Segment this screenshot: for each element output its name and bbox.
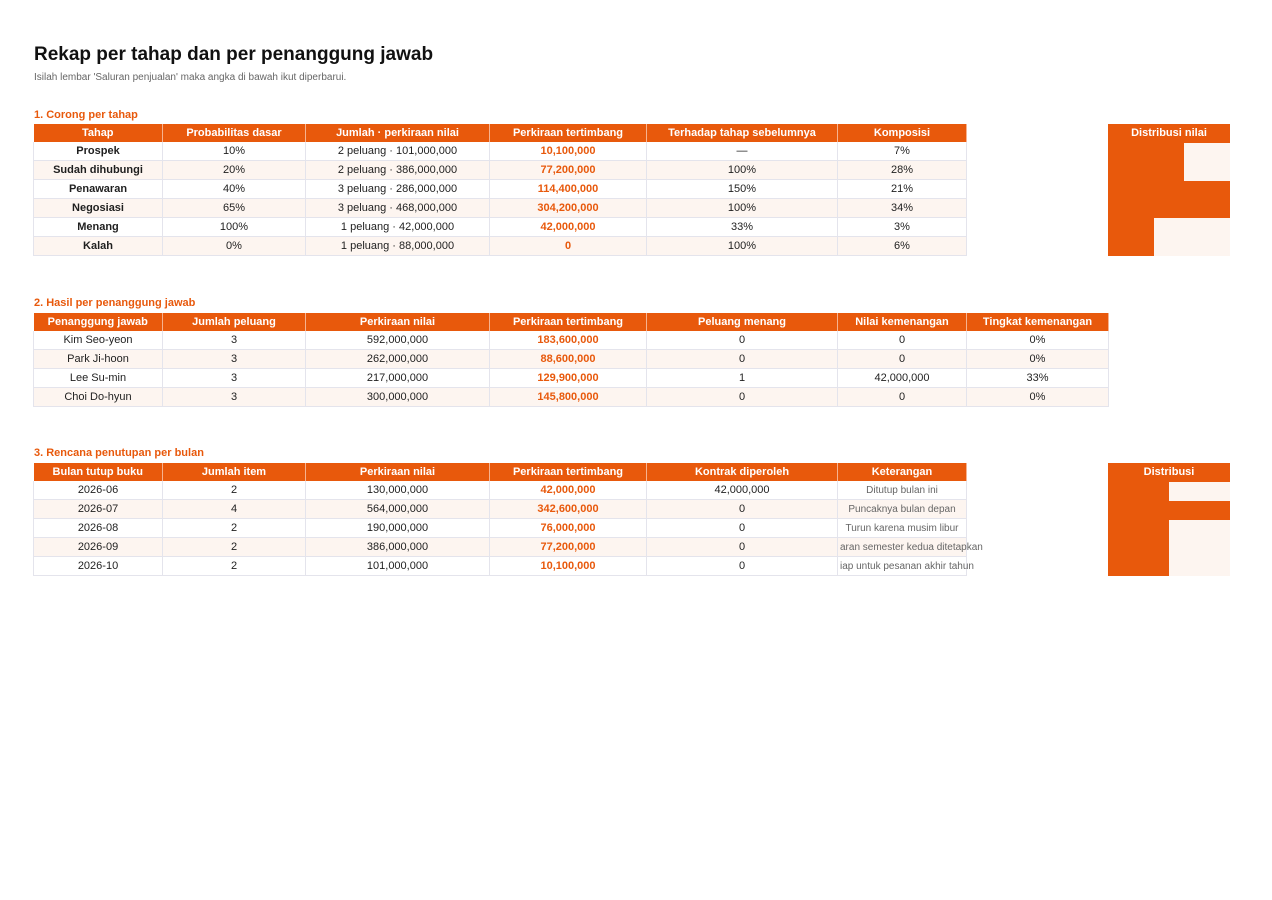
page-title: Rekap per tahap dan per penanggung jawab: [34, 44, 434, 65]
weighted-cell: 114,400,000: [490, 180, 647, 199]
dist-bar: [1108, 237, 1154, 256]
col-header: Tingkat kemenangan: [967, 313, 1109, 331]
stage-cell: Kalah: [34, 237, 163, 256]
weighted-cell: 42,000,000: [490, 481, 647, 500]
col-header: Nilai kemenangan: [838, 313, 967, 331]
count-cell: 4: [163, 500, 306, 519]
composition-cell: 21%: [838, 180, 967, 199]
count-cell: 2: [163, 519, 306, 538]
table-row: [34, 331, 1109, 350]
dist-bar: [1108, 557, 1169, 576]
weighted-cell: 145,800,000: [490, 388, 647, 407]
weighted-cell: 76,000,000: [490, 519, 647, 538]
weighted-cell: 129,900,000: [490, 369, 647, 388]
col-header: Peluang menang: [647, 313, 838, 331]
section-owner-title: 2. Hasil per penanggung jawab: [34, 297, 196, 309]
owner-table: [33, 313, 1109, 407]
won-value-cell: 0: [838, 388, 967, 407]
col-header: Probabilitas dasar: [163, 124, 306, 142]
table-row: [34, 142, 967, 161]
contract-cell: 0: [647, 500, 838, 519]
dist-bar: [1108, 143, 1184, 162]
table-row: [34, 180, 967, 199]
note-cell: iap untuk pesanan akhir tahun: [838, 557, 967, 576]
won-value-cell: 0: [838, 331, 967, 350]
table-row: [34, 388, 1109, 407]
dist-bar: [1108, 538, 1169, 557]
weighted-cell: 77,200,000: [490, 538, 647, 557]
count-value-cell: 2 peluang · 101,000,000: [306, 142, 490, 161]
composition-cell: 34%: [838, 199, 967, 218]
stage-cell: Negosiasi: [34, 199, 163, 218]
month-cell: 2026-06: [34, 481, 163, 500]
dist-row: [1108, 557, 1230, 576]
dist-row: [1108, 162, 1230, 181]
col-header: Perkiraan nilai: [306, 313, 490, 331]
col-header: Keterangan: [838, 463, 967, 481]
month-cell: 2026-08: [34, 519, 163, 538]
table-row: [34, 538, 967, 557]
weighted-cell: 342,600,000: [490, 500, 647, 519]
table-row: [34, 350, 1109, 369]
dist-bar: [1108, 520, 1169, 539]
dist-row: [1108, 501, 1230, 520]
dist-header: Distribusi nilai: [1108, 124, 1230, 143]
count-cell: 2: [163, 557, 306, 576]
vs-prev-cell: 150%: [647, 180, 838, 199]
weighted-cell: 0: [490, 237, 647, 256]
stage-cell: Sudah dihubungi: [34, 161, 163, 180]
funnel-table: [33, 124, 967, 256]
weighted-cell: 183,600,000: [490, 331, 647, 350]
section-monthly-title: 3. Rencana penutupan per bulan: [34, 447, 204, 459]
page-subtitle: Isilah lembar 'Saluran penjualan' maka angka di bawah ikut diperbarui.: [34, 72, 347, 83]
stage-cell: Penawaran: [34, 180, 163, 199]
vs-prev-cell: 100%: [647, 199, 838, 218]
contract-cell: 0: [647, 557, 838, 576]
month-cell: 2026-10: [34, 557, 163, 576]
dist-bar: [1108, 162, 1184, 181]
dist-row: [1108, 520, 1230, 539]
col-header: Perkiraan tertimbang: [490, 463, 647, 481]
dist-bar: [1108, 199, 1230, 218]
won-cell: 0: [647, 350, 838, 369]
col-header: Perkiraan nilai: [306, 463, 490, 481]
vs-prev-cell: 33%: [647, 218, 838, 237]
col-header: Tahap: [34, 124, 163, 142]
dist-row: [1108, 538, 1230, 557]
count-cell: 3: [163, 331, 306, 350]
value-cell: 564,000,000: [306, 500, 490, 519]
stage-cell: Prospek: [34, 142, 163, 161]
col-header: Bulan tutup buku: [34, 463, 163, 481]
won-cell: 1: [647, 369, 838, 388]
month-distribution: [1108, 463, 1230, 576]
owner-cell: Choi Do-hyun: [34, 388, 163, 407]
value-cell: 300,000,000: [306, 388, 490, 407]
table-row: [34, 199, 967, 218]
table-row: [34, 237, 967, 256]
col-header: Jumlah · perkiraan nilai: [306, 124, 490, 142]
section-funnel-title: 1. Corong per tahap: [34, 109, 138, 121]
weighted-cell: 10,100,000: [490, 142, 647, 161]
count-cell: 3: [163, 388, 306, 407]
value-distribution: [1108, 124, 1230, 256]
dist-header: Distribusi: [1108, 463, 1230, 482]
dist-row: [1108, 218, 1230, 237]
contract-cell: 0: [647, 519, 838, 538]
count-cell: 2: [163, 481, 306, 500]
owner-cell: Kim Seo-yeon: [34, 331, 163, 350]
weighted-cell: 304,200,000: [490, 199, 647, 218]
table-row: [34, 557, 967, 576]
win-rate-cell: 33%: [967, 369, 1109, 388]
won-value-cell: 0: [838, 350, 967, 369]
count-value-cell: 2 peluang · 386,000,000: [306, 161, 490, 180]
col-header: Jumlah peluang: [163, 313, 306, 331]
count-value-cell: 1 peluang · 42,000,000: [306, 218, 490, 237]
note-cell: aran semester kedua ditetapkan: [838, 538, 967, 557]
dist-row: [1108, 482, 1230, 501]
value-cell: 386,000,000: [306, 538, 490, 557]
col-header: Penanggung jawab: [34, 313, 163, 331]
count-cell: 3: [163, 350, 306, 369]
value-cell: 217,000,000: [306, 369, 490, 388]
note-cell: Puncaknya bulan depan: [838, 500, 967, 519]
weighted-cell: 77,200,000: [490, 161, 647, 180]
won-value-cell: 42,000,000: [838, 369, 967, 388]
table-row: [34, 500, 967, 519]
probability-cell: 0%: [163, 237, 306, 256]
table-row: [34, 161, 967, 180]
owner-cell: Park Ji-hoon: [34, 350, 163, 369]
note-cell: Ditutup bulan ini: [838, 481, 967, 500]
count-value-cell: 1 peluang · 88,000,000: [306, 237, 490, 256]
probability-cell: 65%: [163, 199, 306, 218]
composition-cell: 3%: [838, 218, 967, 237]
col-header: Terhadap tahap sebelumnya: [647, 124, 838, 142]
won-cell: 0: [647, 331, 838, 350]
table-row: [34, 519, 967, 538]
col-header: Jumlah item: [163, 463, 306, 481]
dist-row: [1108, 237, 1230, 256]
win-rate-cell: 0%: [967, 388, 1109, 407]
weighted-cell: 10,100,000: [490, 557, 647, 576]
probability-cell: 100%: [163, 218, 306, 237]
col-header: Komposisi: [838, 124, 967, 142]
weighted-cell: 42,000,000: [490, 218, 647, 237]
value-cell: 592,000,000: [306, 331, 490, 350]
owner-cell: Lee Su-min: [34, 369, 163, 388]
month-cell: 2026-07: [34, 500, 163, 519]
win-rate-cell: 0%: [967, 331, 1109, 350]
dist-row: [1108, 199, 1230, 218]
composition-cell: 7%: [838, 142, 967, 161]
win-rate-cell: 0%: [967, 350, 1109, 369]
dist-bar: [1108, 482, 1169, 501]
table-row: [34, 481, 967, 500]
contract-cell: 42,000,000: [647, 481, 838, 500]
dist-bar: [1108, 218, 1154, 237]
count-value-cell: 3 peluang · 286,000,000: [306, 180, 490, 199]
dist-row: [1108, 181, 1230, 200]
stage-cell: Menang: [34, 218, 163, 237]
month-cell: 2026-09: [34, 538, 163, 557]
table-row: [34, 218, 967, 237]
won-cell: 0: [647, 388, 838, 407]
vs-prev-cell: 100%: [647, 161, 838, 180]
composition-cell: 6%: [838, 237, 967, 256]
col-header: Kontrak diperoleh: [647, 463, 838, 481]
dist-bar: [1108, 501, 1230, 520]
col-header: Perkiraan tertimbang: [490, 124, 647, 142]
value-cell: 262,000,000: [306, 350, 490, 369]
value-cell: 101,000,000: [306, 557, 490, 576]
table-row: [34, 369, 1109, 388]
vs-prev-cell: —: [647, 142, 838, 161]
count-cell: 3: [163, 369, 306, 388]
dist-row: [1108, 143, 1230, 162]
value-cell: 190,000,000: [306, 519, 490, 538]
vs-prev-cell: 100%: [647, 237, 838, 256]
probability-cell: 10%: [163, 142, 306, 161]
composition-cell: 28%: [838, 161, 967, 180]
dist-bar: [1108, 181, 1230, 200]
note-cell: Turun karena musim libur: [838, 519, 967, 538]
weighted-cell: 88,600,000: [490, 350, 647, 369]
contract-cell: 0: [647, 538, 838, 557]
col-header: Perkiraan tertimbang: [490, 313, 647, 331]
probability-cell: 20%: [163, 161, 306, 180]
count-cell: 2: [163, 538, 306, 557]
probability-cell: 40%: [163, 180, 306, 199]
count-value-cell: 3 peluang · 468,000,000: [306, 199, 490, 218]
value-cell: 130,000,000: [306, 481, 490, 500]
monthly-table: [33, 463, 983, 576]
